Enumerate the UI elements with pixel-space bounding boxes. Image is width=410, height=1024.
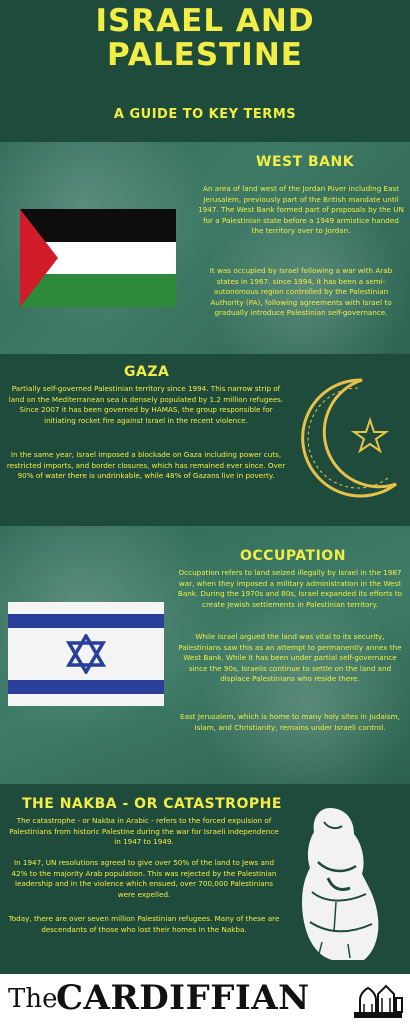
occupation-heading: OCCUPATION bbox=[240, 548, 346, 564]
occupation-paragraph-3: East Jerusalem, which is home to many holy sites in Judaism, Islam, and Christianity, remains under Israeli control. bbox=[180, 712, 400, 732]
page-subtitle: A GUIDE TO KEY TERMS bbox=[113, 107, 297, 122]
header bbox=[0, 0, 410, 142]
west-bank-heading: WEST BANK bbox=[256, 154, 355, 170]
logo-the: The bbox=[8, 984, 58, 1014]
west-bank-paragraph-1: An area of land west of the Jordan River including East Jerusalem, previously part of the British mandate until 1947. The West Bank formed part of proposals by the UN for a Palestinian state before a 1949 armistice handed the territory over to Jordan. bbox=[198, 184, 404, 236]
page-title bbox=[0, 4, 410, 72]
title-line-1: ISRAEL AND bbox=[95, 3, 315, 39]
gaza-heading: GAZA bbox=[124, 364, 170, 380]
statue-illustration bbox=[288, 802, 388, 962]
nakba-heading: THE NAKBA - OR CATASTROPHE bbox=[22, 796, 282, 812]
section-nakba bbox=[0, 784, 410, 974]
nakba-paragraph-3: Today, there are over seven million Palestinian refugees. Many of these are descendants of those who lost their homes in the Nakba. bbox=[8, 914, 280, 934]
nakba-paragraph-1: The catastrophe - or Nakba in Arabic - refers to the forced expulsion of Palestinians from historic Palestine during the war for Israeli independence in 1947 to 1949. bbox=[9, 816, 279, 847]
footer bbox=[0, 974, 410, 1024]
occupation-paragraph-2: While Israel argued the land was vital to its security, Palestinians saw this as an attempt to permanently annex the West Bank. While it has been under partial self-governance since the 90s, Israelis continue to settle on the land and displace Palestinians who reside there. bbox=[178, 632, 402, 684]
gaza-paragraph-2: In the same year, Israel imposed a blockade on Gaza including power cuts, restricted imports, and border closures, which has remained ever since. Over 90% of water there is undrinkable, while 48% of Gazans live in poverty. bbox=[6, 450, 286, 481]
building-icon bbox=[352, 982, 404, 1020]
gaza-paragraph-1: Partially self-governed Palestinian territory since 1994. This narrow strip of land on the Mediterranean sea is densely populated by 1.2 million refugees. Since 2007 it has been governed by HAMAS, the group responsible for initiating rocket fire against Israel in the recent violence. bbox=[8, 384, 284, 425]
star-of-david-icon bbox=[66, 634, 106, 674]
occupation-paragraph-1: Occupation refers to land seized illegally by Israel in the 1967 war, when they imposed a military administration in the West Bank. During the 1970s and 80s, Israel expanded its efforts to create Jewish settlements in Palestinian territory. bbox=[177, 568, 403, 609]
west-bank-paragraph-2: It was occupied by Israel following a war with Arab states in 1967. since 1994, it has been a semi-autonomous region controlled by the Palestinian Authority (PA), following agreements with Israel to gradually introduce Palestinian self-governance. bbox=[209, 266, 393, 318]
crescent-moon-star-icon bbox=[292, 376, 404, 500]
section-occupation bbox=[0, 526, 410, 784]
logo-cardiffian: CARDIFFIAN bbox=[56, 978, 310, 1018]
palestinian-flag bbox=[20, 209, 176, 307]
section-gaza bbox=[0, 354, 410, 526]
nakba-paragraph-2: In 1947, UN resolutions agreed to give over 50% of the land to Jews and 42% to the majority Arab population. This was rejected by the Palestinian leadership and in the violence which ensued, over 700,000 Palestinians were expelled. bbox=[11, 858, 277, 899]
title-line-2: PALESTINE bbox=[107, 37, 303, 73]
israeli-flag bbox=[8, 602, 164, 706]
section-west-bank bbox=[0, 142, 410, 354]
